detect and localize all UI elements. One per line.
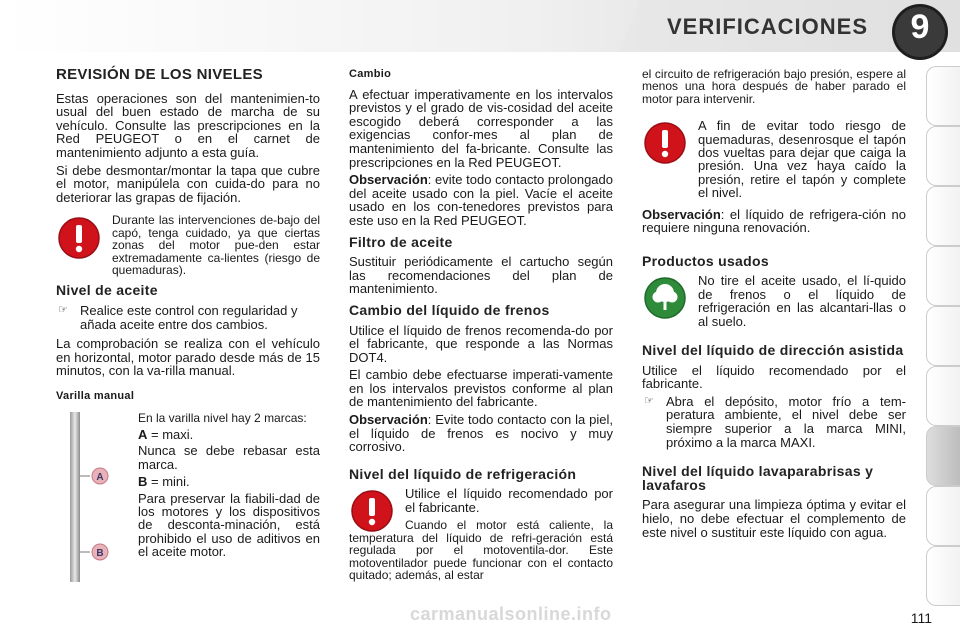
chapter-tab[interactable] [926,126,960,186]
paragraph: Si debe desmontar/montar la tapa que cubre el motor, manipúlela con cuida-do para no deteriorar las grapas de fijación. [56,162,320,205]
column-2 [349,58,613,585]
paragraph: Cuando el motor está caliente, la temperatura del líquido de refri-geración está regulada por el motoventila-dor. Este motoventilador puede funcionar con el contacto quitado; además, al estar [349,518,613,583]
paragraph: A efectuar imperativamente en los intervalos previstos y el grado de vis-cosidad del aceite escogido deberá corresponder a las exigencias confor-mes al plan de mantenimiento del fa-bricante. Consulte las prescripciones en la Red PEUGEOT. [349,86,613,170]
chapter-tab[interactable] [926,186,960,246]
column-1 [56,58,320,582]
section-heading: Nivel del líquido de refrigeración [349,465,577,482]
observation-paragraph [349,413,613,454]
section-heading: REVISIÓN DE LOS NIVELES [56,66,263,83]
mark-a-note: Nunca se debe rebasar esta marca. [138,443,320,472]
observation-text: : evite todo contacto prolongado del aceite usado con la piel. Vacíe el aceite usado en los con-tenedores previstos para este uso en la Red PEUGEOT. [349,172,613,228]
page-title: VERIFICACIONES [666,14,868,39]
eco-text: No tire el aceite usado, el lí-quido de frenos o el líquido de refrigeración en las alcantari-llas o al suelo. [698,273,906,329]
chapter-tab[interactable] [926,366,960,426]
warning-icon [643,121,687,165]
page-number: 111 [910,610,932,626]
mark-a-letter: A [138,426,148,442]
observation-text: : el líquido de refrigera-ción no requiere ninguna renovación. [642,206,906,236]
section-heading: Nivel de aceite [56,282,158,299]
list-item [642,395,906,449]
chapter-tab[interactable] [926,66,960,126]
warning-box [56,214,320,276]
observation-paragraph [642,208,906,235]
chapter-tabs [926,66,960,626]
observation-label: Observación [642,206,721,222]
observation-text: : Evite todo contacto con la piel, el líquido de frenos es nocivo y muy corrosivo. [349,412,613,455]
chapter-tab-active[interactable] [926,426,960,486]
chapter-tab[interactable] [926,306,960,366]
observation-label: Observación [349,412,428,428]
paragraph: Utilice el líquido de frenos recomenda-do por el fabricante, que responde a las Normas DOT4. [349,322,613,365]
dipstick-section [56,412,320,582]
list-item [56,304,320,331]
section-heading: Nivel del líquido de dirección asistida [642,342,904,359]
paragraph: Estas operaciones son del mantenimien-to usual del buen estado de marcha de su vehículo. Consulte las prescripciones en la Red PEUGEOT o en el carnet de mantenimiento adjunto a esta guía. [56,90,320,160]
tree-eco-icon [643,276,687,320]
paragraph: La comprobación se realiza con el vehículo en horizontal, motor parado desde más de 15 minutos, con la va-rilla manual. [56,336,320,379]
observation-label: Observación [349,172,428,188]
dipstick-text [138,412,320,582]
dipstick-intro: En la varilla nivel hay 2 marcas: [138,410,307,425]
bullet-text: Abra el depósito, motor frío a tem-peratura ambiente, el nivel debe ser siempre superior a la marca MINI, próximo a la marca MAXI. [666,393,906,450]
watermark: carmanualsonline.info [410,604,612,624]
bullet-text: Realice este control con regularidad y añada aceite entre dos cambios. [80,302,298,332]
hand-pointer-icon: ☞ [644,394,654,407]
paragraph: Utilice el líquido recomendado por el fabricante. [405,486,613,516]
section-heading: Productos usados [642,252,769,269]
mark-b-note: Para preservar la fiabili-dad de los motores y los dispositivos de desconta-minación, está prohibido el uso de aditivos en el aceite motor. [138,490,320,560]
subheading: Varilla manual [56,389,135,402]
chapter-tab[interactable] [926,546,960,606]
mark-b-label: B [96,547,104,559]
paragraph: Para asegurar una limpieza óptima y evitar el hielo, no debe efectuar el complemento de este nivel o sustituir este líquido con agua. [642,497,906,540]
column-3 [642,58,906,543]
warning-text: A fin de evitar todo riesgo de quemaduras, desenrosque el tapón dos vueltas para dejar que caiga la presión. Una vez haya caído la presión, retire el tapón y complete el nivel. [698,118,906,201]
chapter-number: 9 [910,8,930,46]
observation-paragraph [349,173,613,227]
paragraph: Sustituir periódicamente el cartucho según las recomendaciones del plan de mantenimiento. [349,254,613,297]
section-heading: Cambio del líquido de frenos [349,301,550,318]
warning-icon [350,489,394,533]
warning-text: Durante las intervenciones de-bajo del capó, tenga cuidado, ya que ciertas zonas del motor pue-den estar extremadamente ca-lientes (riesgo de quemaduras). [112,213,320,277]
section-heading: Filtro de aceite [349,233,453,250]
warning-icon [57,216,101,260]
chapter-tab[interactable] [926,486,960,546]
mark-a-text: = maxi. [151,426,194,442]
paragraph: El cambio debe efectuarse imperati-vamente en los intervalos previstos conforme al plan de mantenimiento del fabricante. [349,367,613,410]
paragraph: Utilice el líquido recomendado por el fabricante. [642,362,906,392]
mark-b-text: = mini. [151,474,190,490]
eco-box [642,274,906,328]
chapter-tab[interactable] [926,246,960,306]
subheading: Cambio [349,68,392,80]
dipstick-image [56,412,132,582]
warning-box [642,119,906,199]
hand-pointer-icon: ☞ [58,303,68,316]
mark-a-label: A [96,471,104,483]
mark-b-letter: B [138,474,148,490]
paragraph: el circuito de refrigeración bajo presión, espere al menos una hora después de haber parado el motor para intervenir. [642,67,906,106]
section-heading: Nivel del líquido lavaparabrisas y lavafaros [642,463,874,493]
